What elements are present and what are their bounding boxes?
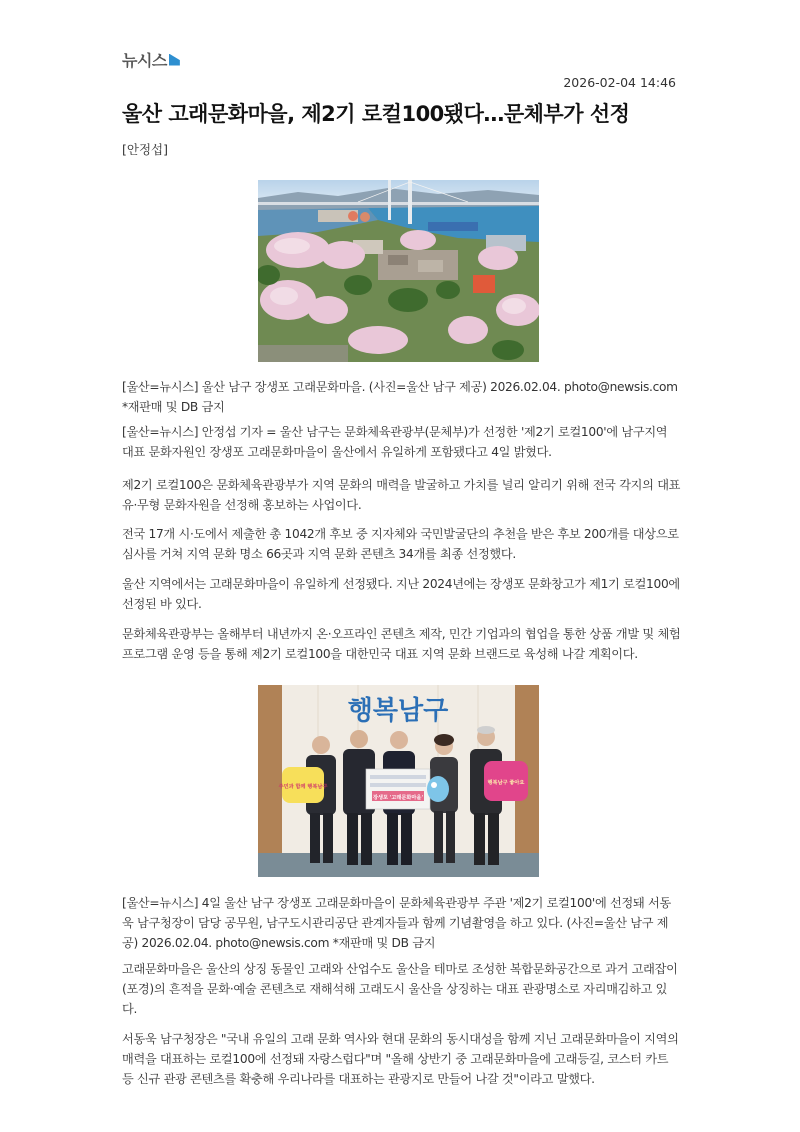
publish-datetime: 2026-02-04 14:46 <box>563 75 676 90</box>
article-paragraph: [울산=뉴시스] 안정섭 기자 = 울산 남구는 문화체육관광부(문체부)가 선정한 '제2기 로컬100'에 남구지역 대표 문화자원인 장생포 고래문화마을이 울산에서 유일하게 포함됐다고 4일 밝혔다. <box>122 425 668 459</box>
article-paragraph: 서동욱 남구청장은 "국내 유일의 고래 문화 역사와 현대 문화의 동시대성을 함께 지닌 고래문화마을이 지역의 매력을 대표하는 로컬100에 선정돼 자랑스럽다"며 "올해 상반기 중 고래문화마을에 고래등길, 코스터 카트 등 신규 관광 콘텐츠를 확충해 우리나라를 대표하는 관광지로 만들어 나갈 것"이라고 말했다. <box>122 1032 679 1086</box>
photo2-caption: [울산=뉴시스] 4일 울산 남구 장생포 고래문화마을이 문화체육관광부 주관 '제2기 로컬100'에 선정돼 서동욱 남구청장이 담당 공무원, 남구도시관리공단 관계자들과 함께 기념촬영을 하고 있다. (사진=울산 남구 제공) 2026.02.04. photo@newsis.com *재판매 및 DB 금지 <box>122 896 671 950</box>
article-paragraph: 울산 지역에서는 고래문화마을이 유일하게 선정됐다. 지난 2024년에는 장생포 문화창고가 제1기 로컬100에 선정된 바 있다. <box>122 577 680 611</box>
certificate-title: 장생포 '고래문화마을' <box>372 795 424 801</box>
village-aerial-photo <box>258 180 539 362</box>
right-panel-text: 행복남구 좋아요 <box>487 780 525 786</box>
article-paragraph: 문화체육관광부는 올해부터 내년까지 온·오프라인 콘텐츠 제작, 민간 기업과의 협업을 통한 상품 개발 및 체험 프로그램 운영 등을 통해 제2기 로컬100을 대한민국 대표 지역 문화 브랜드로 육성해 나갈 계획이다. <box>122 627 681 661</box>
commemorative-group-photo <box>258 685 539 877</box>
byline: [안정섭] <box>122 142 168 157</box>
left-panel-text: 주민과 함께 행복남구 <box>278 784 328 790</box>
wall-sign-text: 행복남구 <box>347 696 449 726</box>
photo1-caption: [울산=뉴시스] 울산 남구 장생포 고래문화마을. (사진=울산 남구 제공) 2026.02.04. photo@newsis.com *재판매 및 DB 금지 <box>122 380 678 414</box>
article-headline: 울산 고래문화마을, 제2기 로컬100됐다…문체부가 선정 <box>122 102 630 126</box>
article-paragraph: 전국 17개 시·도에서 제출한 총 1042개 후보 중 지자체와 국민발굴단의 추천을 받은 후보 200개를 대상으로 심사를 거쳐 지역 문화 명소 66곳과 지역 문화 콘텐츠 34개를 최종 선정했다. <box>122 527 679 561</box>
logo-text: 뉴시스 <box>122 51 167 70</box>
article-paragraph: 고래문화마을은 울산의 상징 동물인 고래와 산업수도 울산을 테마로 조성한 복합문화공간으로 과거 고래잡이(포경)의 흔적을 문화·예술 콘텐츠로 재해석해 고래도시 울산을 상징하는 대표 관광명소로 자리매김하고 있다. <box>122 962 678 1016</box>
logo-mark-icon <box>169 54 180 66</box>
newsis-logo[interactable] <box>122 48 180 71</box>
article-paragraph: 제2기 로컬100은 문화체육관광부가 지역 문화의 매력을 발굴하고 가치를 널리 알리기 위해 전국 각지의 대표 유·무형 문화자원을 선정해 홍보하는 사업이다. <box>122 478 681 512</box>
